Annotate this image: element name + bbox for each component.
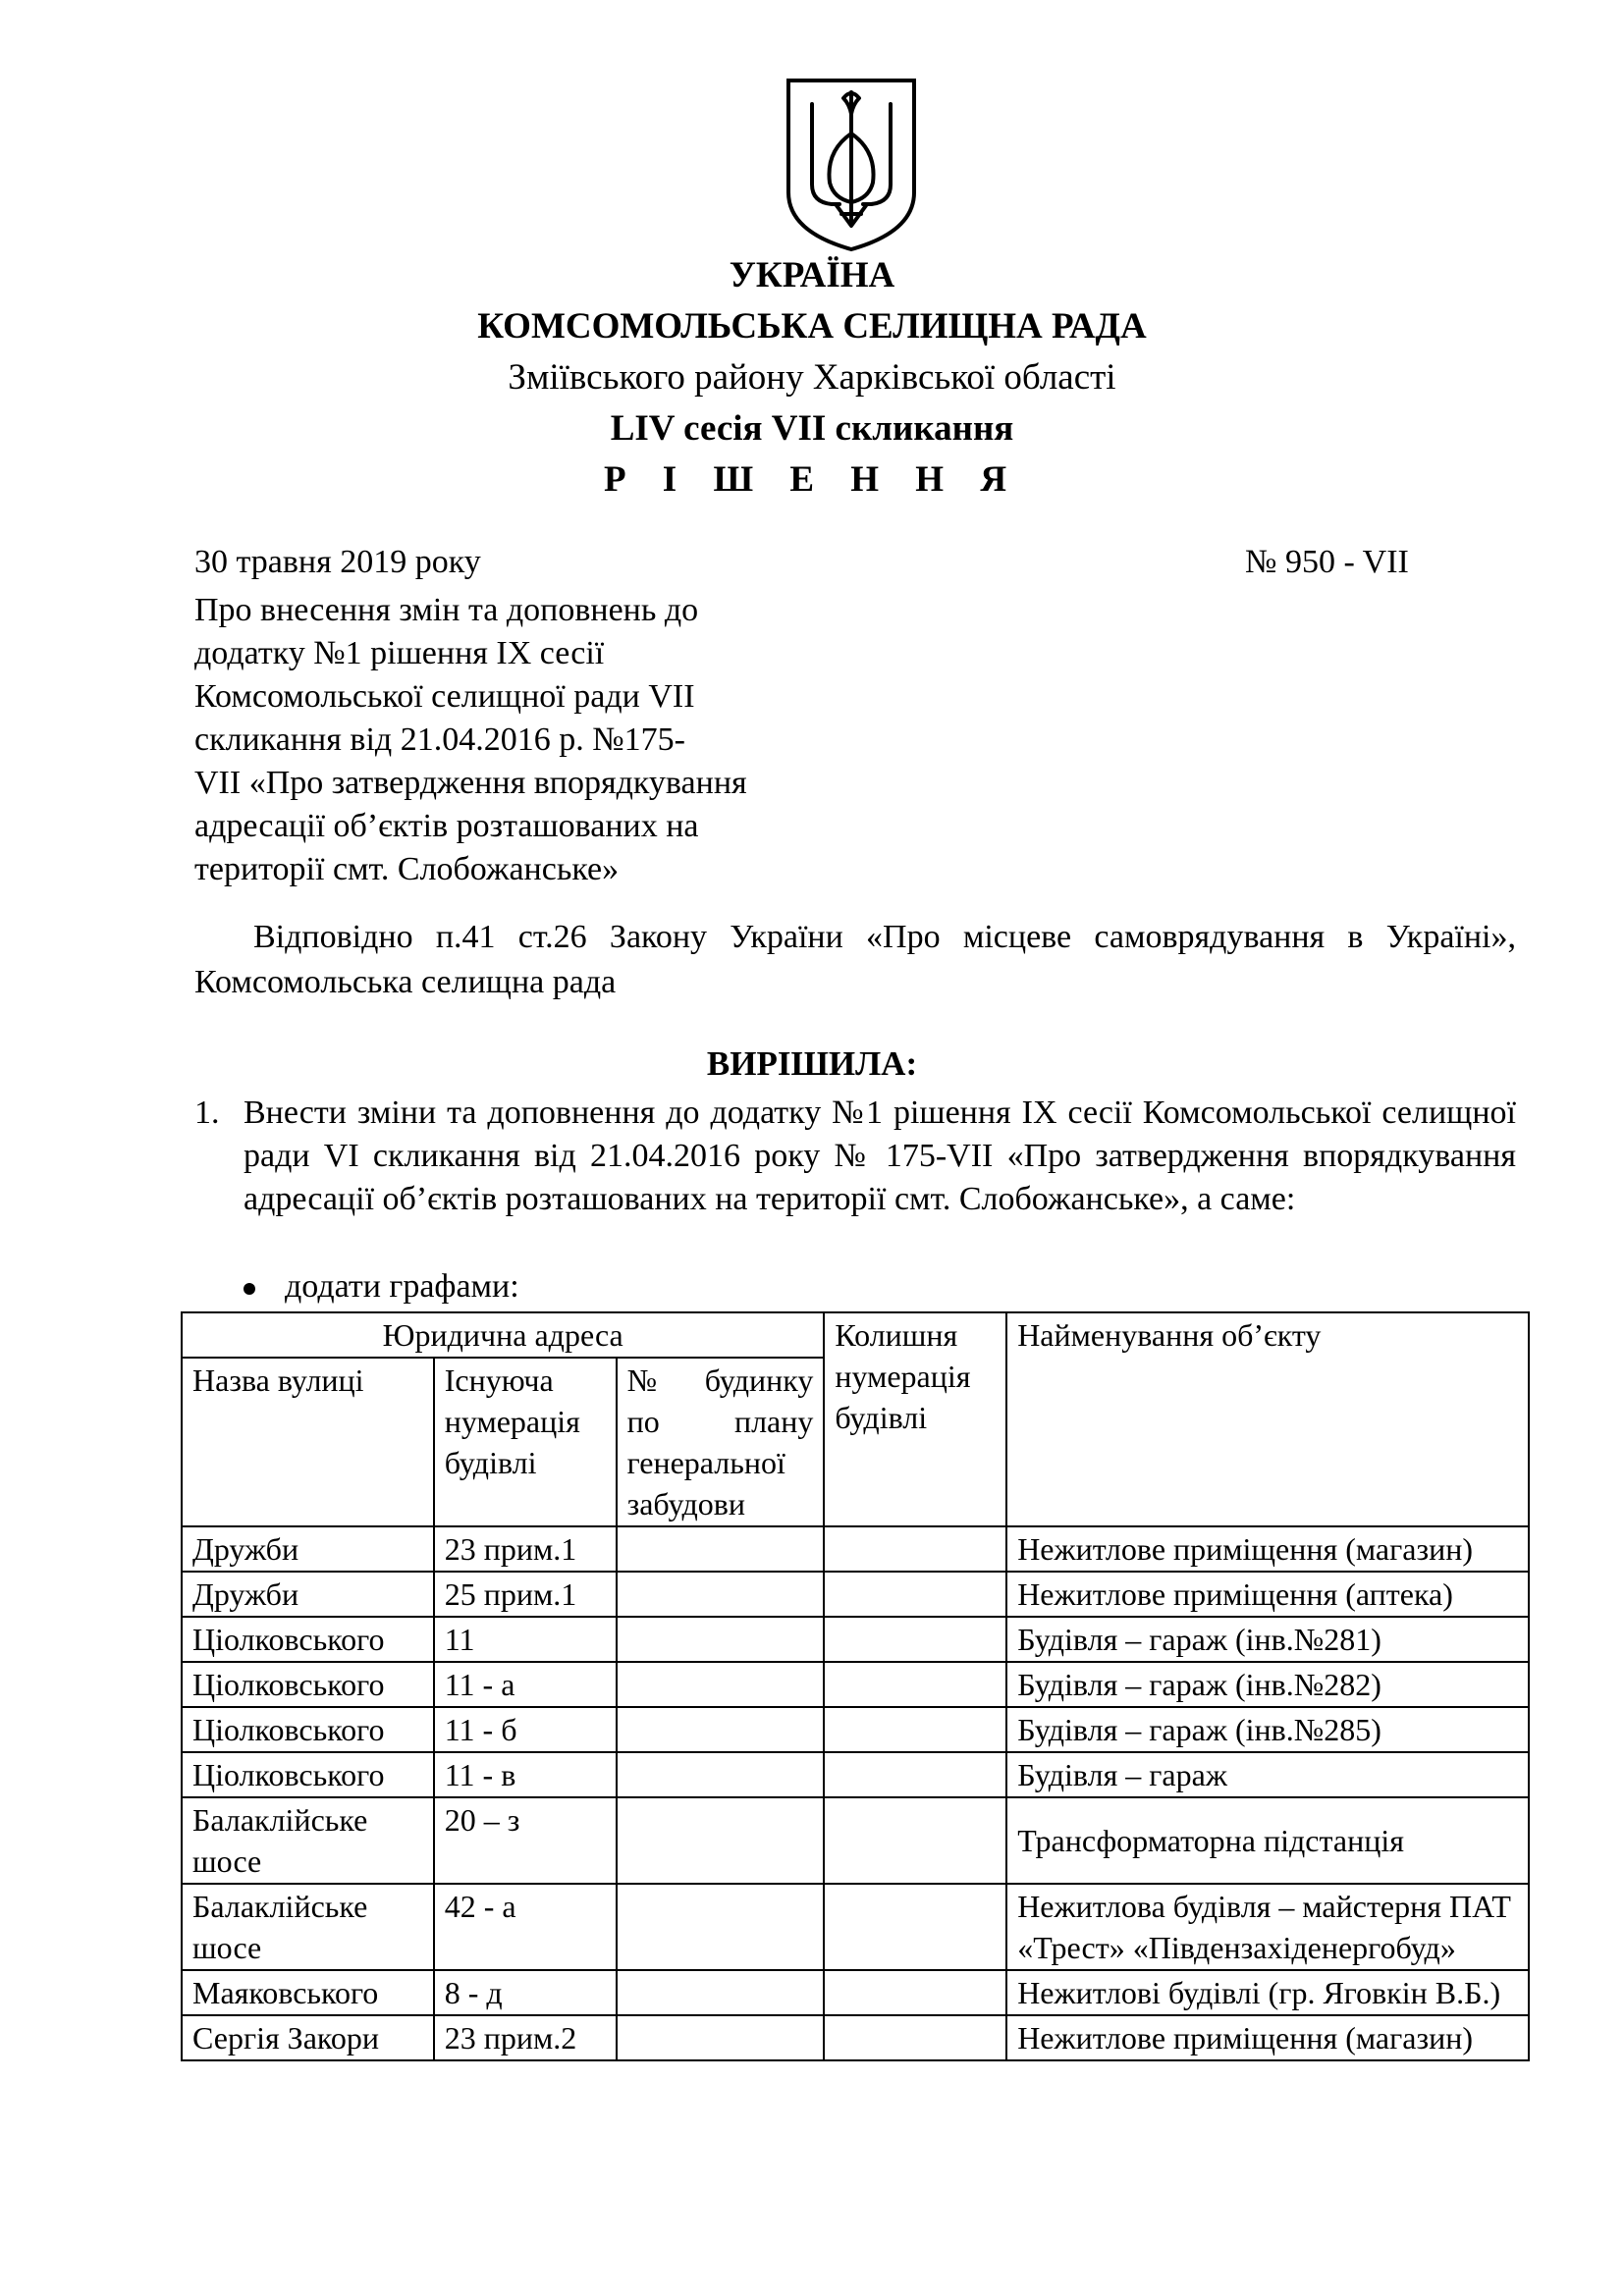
subject-line: Комсомольської селищної ради VII <box>194 678 695 715</box>
object-name-cell: Нежитлове приміщення (аптека) <box>1006 1572 1529 1617</box>
street-cell: Дружби <box>182 1572 434 1617</box>
former-number-cell <box>824 1526 1006 1572</box>
subject-line: додатку №1 рішення IX сесії <box>194 635 605 671</box>
document-type: Р І Ш Е Н Н Я <box>603 459 1021 500</box>
subject-line: адресації об’єктів розташованих на <box>194 808 699 844</box>
plan-number-cell <box>617 1526 825 1572</box>
item-number: 1. <box>194 1095 220 1131</box>
subject-line: Про внесення змін та доповнень до <box>194 592 699 628</box>
existing-number-cell: 42 - а <box>434 1884 617 1970</box>
former-number-cell <box>824 1662 1006 1707</box>
former-number-cell <box>824 2015 1006 2060</box>
session-line: LIV сесія VII скликання <box>610 408 1014 449</box>
plan-number-cell <box>617 1797 825 1884</box>
bullet-icon <box>244 1283 255 1295</box>
subject-line: території смт. Слобожанське» <box>194 851 620 887</box>
decision-number: № 950 - VII <box>1245 544 1409 580</box>
decision-subject <box>194 589 839 891</box>
object-name-cell: Трансформаторна підстанція <box>1006 1797 1529 1884</box>
street-cell: Ціолковського <box>182 1662 434 1707</box>
object-name-header: Найменування об’єкту <box>1006 1312 1529 1526</box>
table-row <box>182 1970 1529 2015</box>
object-name-cell: Будівля – гараж (інв.№281) <box>1006 1617 1529 1662</box>
existing-number-cell: 8 - д <box>434 1970 617 2015</box>
existing-number-cell: 25 прим.1 <box>434 1572 617 1617</box>
plan-number-cell <box>617 1970 825 2015</box>
legal-basis-paragraph: Відповідно п.41 ст.26 Закону України «Про місцеве самоврядування в Україні», Комсомольська селищна рада <box>194 919 1516 1000</box>
legal-address-header: Юридична адреса <box>182 1312 824 1358</box>
region-line: Зміївського району Харківської області <box>508 357 1116 398</box>
table-row <box>182 2015 1529 2060</box>
plan-number-header: № будинку по плану генеральної забудови <box>617 1358 825 1526</box>
existing-number-cell: 11 <box>434 1617 617 1662</box>
former-number-cell <box>824 1572 1006 1617</box>
street-cell: Балаклійське шосе <box>182 1797 434 1884</box>
table-row <box>182 1662 1529 1707</box>
table-row <box>182 1797 1529 1884</box>
street-cell: Дружби <box>182 1526 434 1572</box>
object-name-cell: Будівля – гараж (інв.№285) <box>1006 1707 1529 1752</box>
street-cell: Балаклійське шосе <box>182 1884 434 1970</box>
street-cell: Ціолковського <box>182 1707 434 1752</box>
plan-number-cell <box>617 1572 825 1617</box>
street-cell: Ціолковського <box>182 1752 434 1797</box>
existing-number-cell: 11 - в <box>434 1752 617 1797</box>
object-name-cell: Нежитлове приміщення (магазин) <box>1006 2015 1529 2060</box>
table-row <box>182 1572 1529 1617</box>
existing-number-cell: 23 прим.1 <box>434 1526 617 1572</box>
existing-number-cell: 20 – з <box>434 1797 617 1884</box>
former-number-cell <box>824 1617 1006 1662</box>
table-row <box>182 1707 1529 1752</box>
object-name-cell: Нежитлові будівлі (гр. Яговкін В.Б.) <box>1006 1970 1529 2015</box>
object-name-cell: Будівля – гараж <box>1006 1752 1529 1797</box>
existing-number-cell: 11 - б <box>434 1707 617 1752</box>
former-number-cell <box>824 1752 1006 1797</box>
subject-line: скликання від 21.04.2016 р. №175- <box>194 721 685 758</box>
street-cell: Маяковського <box>182 1970 434 2015</box>
table-row <box>182 1526 1529 1572</box>
plan-number-cell <box>617 1884 825 1970</box>
existing-number-header: Існуюча нумерація будівлі <box>434 1358 617 1526</box>
address-table <box>181 1311 1530 2061</box>
table-header-row <box>182 1312 1529 1358</box>
bullet-item <box>244 1268 519 1306</box>
plan-number-cell <box>617 1617 825 1662</box>
bullet-text: додати графами: <box>285 1268 519 1305</box>
table-row <box>182 1617 1529 1662</box>
plan-number-cell <box>617 1662 825 1707</box>
decided-heading: ВИРІШИЛА: <box>706 1044 918 1083</box>
former-number-cell <box>824 1970 1006 2015</box>
plan-number-cell <box>617 1752 825 1797</box>
subject-line: VII «Про затвердження впорядкування <box>194 765 747 801</box>
former-number-cell <box>824 1707 1006 1752</box>
table-row <box>182 1752 1529 1797</box>
street-cell: Ціолковського <box>182 1617 434 1662</box>
existing-number-cell: 23 прим.2 <box>434 2015 617 2060</box>
country-title: УКРАЇНА <box>729 255 895 295</box>
coat-of-arms-icon <box>783 75 920 253</box>
street-header: Назва вулиці <box>182 1358 434 1526</box>
object-name-cell: Нежитлове приміщення (магазин) <box>1006 1526 1529 1572</box>
existing-number-cell: 11 - а <box>434 1662 617 1707</box>
object-name-cell: Будівля – гараж (інв.№282) <box>1006 1662 1529 1707</box>
item-text: Внести зміни та доповнення до додатку №1 рішення IX сесії Комсомольської селищної ради VI скликання від 21.04.2016 року № 175-VII «Про затвердження впорядкування адресації об’єктів розташованих на території смт. Слобожанське», а саме: <box>244 1095 1516 1217</box>
decision-date: 30 травня 2019 року <box>194 544 481 580</box>
former-number-cell <box>824 1797 1006 1884</box>
plan-number-cell <box>617 2015 825 2060</box>
object-name-cell: Нежитлова будівля – майстерня ПАТ «Трест» «Південзахіденергобуд» <box>1006 1884 1529 1970</box>
table-row <box>182 1884 1529 1970</box>
former-number-header: Колишня нумерація будівлі <box>824 1312 1006 1526</box>
plan-number-cell <box>617 1707 825 1752</box>
former-number-cell <box>824 1884 1006 1970</box>
council-title: КОМСОМОЛЬСЬКА СЕЛИЩНА РАДА <box>477 306 1147 347</box>
street-cell: Сергія Закори <box>182 2015 434 2060</box>
